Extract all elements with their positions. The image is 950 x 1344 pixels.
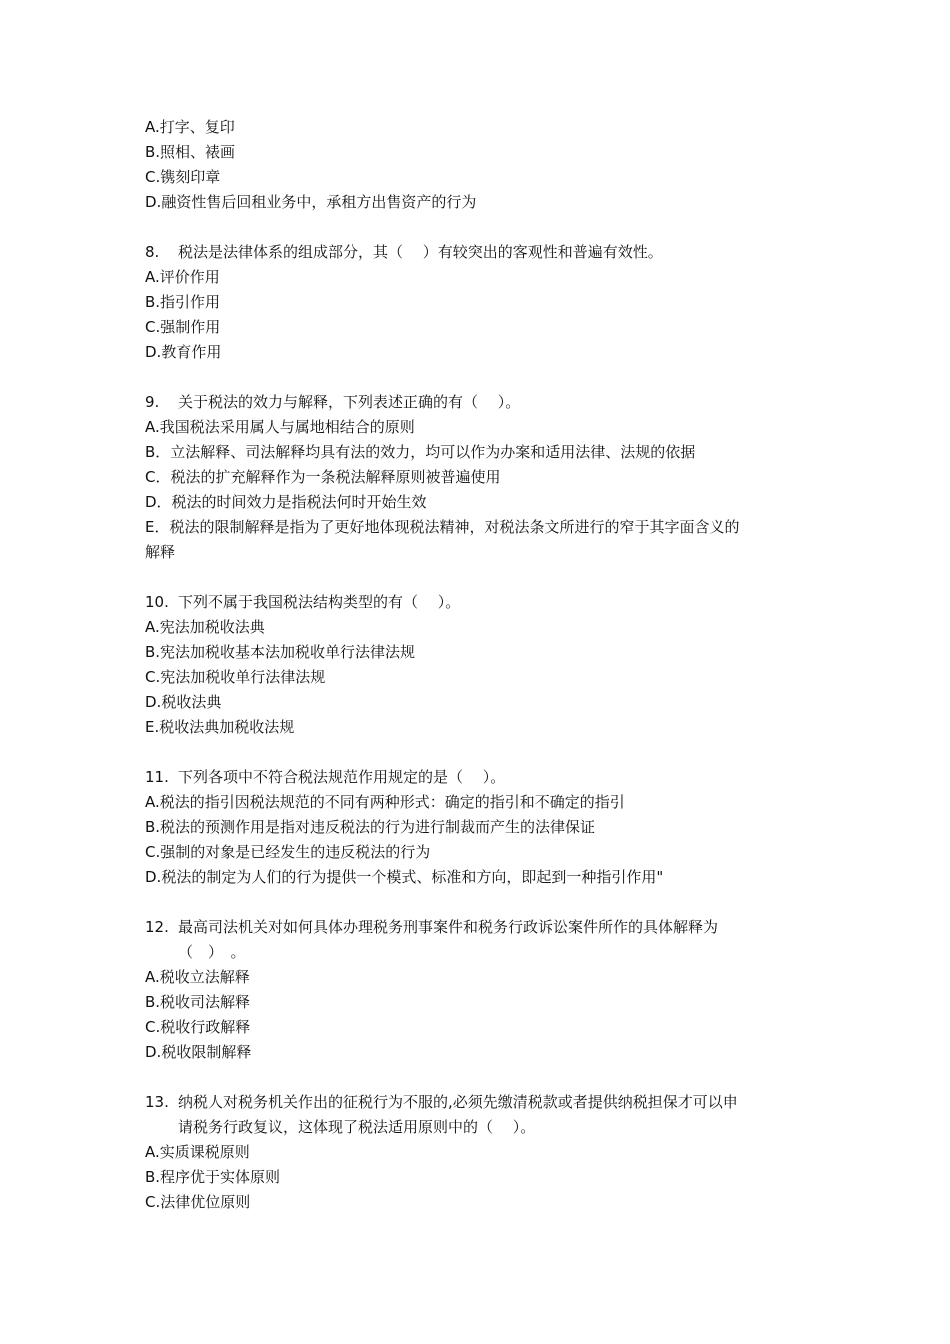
option-c: C.镌刻印章 bbox=[145, 168, 221, 186]
option-d: D.融资性售后回租业务中，承租方出售资产的行为 bbox=[145, 193, 477, 211]
option-a: A.打字、复印 bbox=[145, 118, 235, 136]
option-b: B.指引作用 bbox=[145, 293, 221, 311]
option-d: D.教育作用 bbox=[145, 343, 222, 361]
option-a: A.宪法加税收法典 bbox=[145, 618, 265, 636]
option-b: B．立法解释、司法解释均具有法的效力，均可以作为办案和适用法律、法规的依据 bbox=[145, 443, 696, 461]
option-a: A.税收立法解释 bbox=[145, 968, 250, 986]
question-text: 最高司法机关对如何具体办理税务刑事案件和税务行政诉讼案件所作的具体解释为 bbox=[178, 918, 719, 936]
option-d: D.税法的制定为人们的行为提供一个模式、标准和方向，即起到一种指引作用" bbox=[145, 868, 664, 886]
question-10 bbox=[145, 590, 815, 740]
document-page bbox=[145, 115, 815, 1240]
question-8 bbox=[145, 240, 815, 365]
option-d: D.税收限制解释 bbox=[145, 1043, 252, 1061]
option-b: B.程序优于实体原则 bbox=[145, 1168, 281, 1186]
option-c: C．税法的扩充解释作为一条税法解释原则被普遍使用 bbox=[145, 468, 501, 486]
question-9 bbox=[145, 390, 815, 565]
option-d: D．税法的时间效力是指税法何时开始生效 bbox=[145, 493, 427, 511]
question-number: 9. bbox=[145, 393, 160, 411]
option-b: B.税法的预测作用是指对违反税法的行为进行制裁而产生的法律保证 bbox=[145, 818, 596, 836]
option-c: C.税收行政解释 bbox=[145, 1018, 251, 1036]
option-a: A.我国税法采用属人与属地相结合的原则 bbox=[145, 418, 415, 436]
question-stem bbox=[145, 1090, 815, 1115]
option-c: C.强制作用 bbox=[145, 318, 221, 336]
option-c: C.法律优位原则 bbox=[145, 1193, 251, 1211]
question-text: 税法是法律体系的组成部分，其（ ）有较突出的客观性和普遍有效性。 bbox=[178, 243, 663, 261]
question-stem bbox=[145, 390, 815, 415]
question-13 bbox=[145, 1090, 815, 1215]
question-7-options bbox=[145, 115, 815, 215]
option-c: C.强制的对象是已经发生的违反税法的行为 bbox=[145, 843, 431, 861]
question-text-continued: （ ） 。 bbox=[178, 943, 246, 961]
option-a: A.评价作用 bbox=[145, 268, 220, 286]
question-text: 下列不属于我国税法结构类型的有（ ）。 bbox=[178, 593, 461, 611]
option-c: C.宪法加税收单行法律法规 bbox=[145, 668, 326, 686]
question-11 bbox=[145, 765, 815, 890]
question-number: 8. bbox=[145, 243, 160, 261]
option-b: B.税收司法解释 bbox=[145, 993, 251, 1011]
option-b: B.宪法加税收基本法加税收单行法律法规 bbox=[145, 643, 416, 661]
question-number: 11. bbox=[145, 768, 169, 786]
question-stem bbox=[145, 240, 815, 265]
question-text: 关于税法的效力与解释，下列表述正确的有（ ）。 bbox=[178, 393, 521, 411]
question-12 bbox=[145, 915, 815, 1065]
option-b: B.照相、裱画 bbox=[145, 143, 236, 161]
question-text-continued: 请税务行政复议，这体现了税法适用原则中的（ ）。 bbox=[178, 1118, 536, 1136]
option-e: E．税法的限制解释是指为了更好地体现税法精神，对税法条文所进行的窄于其字面含义的 bbox=[145, 518, 740, 536]
option-e: E.税收法典加税收法规 bbox=[145, 718, 295, 736]
question-number: 10. bbox=[145, 593, 169, 611]
question-text: 下列各项中不符合税法规范作用规定的是（ ）。 bbox=[178, 768, 506, 786]
question-text: 纳税人对税务机关作出的征税行为不服的,必须先缴清税款或者提供纳税担保才可以申 bbox=[178, 1093, 738, 1111]
option-e-continued: 解释 bbox=[145, 543, 176, 561]
option-a: A.实质课税原则 bbox=[145, 1143, 250, 1161]
question-number: 13. bbox=[145, 1093, 169, 1111]
question-stem bbox=[145, 765, 815, 790]
question-stem bbox=[145, 915, 815, 940]
question-stem bbox=[145, 590, 815, 615]
option-d: D.税收法典 bbox=[145, 693, 222, 711]
option-a: A.税法的指引因税法规范的不同有两种形式：确定的指引和不确定的指引 bbox=[145, 793, 625, 811]
question-number: 12. bbox=[145, 918, 169, 936]
